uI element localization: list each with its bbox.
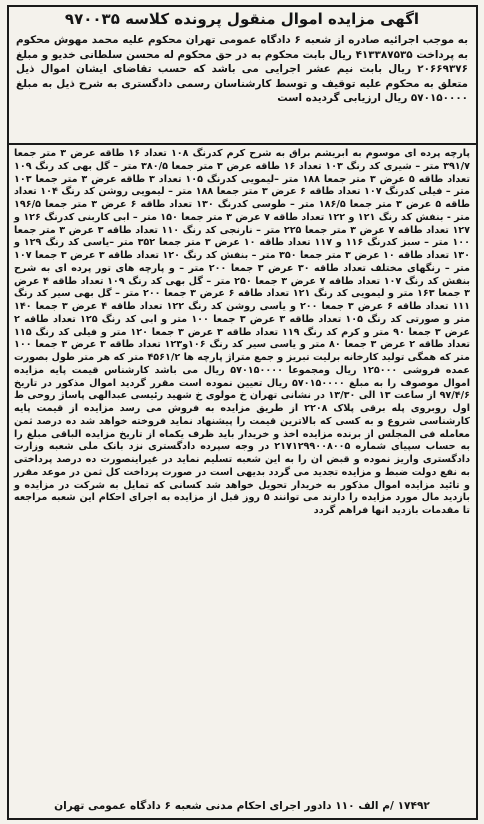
notice-intro-paragraph: به موجب اجرائیه صادره از شعبه ۶ دادگاه عمومی تهران محکوم علیه محمد مهوش محکوم به پرداخت ۴۱۳۳۸۷۵۳۵ ریال بابت محکوم به در حق محکوم له محسن سلطانی خدیو و مبلغ ۲۰۶۶۹۳۷۶ ریال بابت نیم عشر اجرایی می باشد که حسب تقاضای ایشان اموال ذیل متعلق به محکوم علیه توقیف و توسط کارشناسان رسمی دادگستری به شرح ذیل به مبلغ ۵۷۰۱۵۰۰۰۰ ریال ارزیابی گردیده است bbox=[16, 34, 469, 105]
section-divider bbox=[7, 143, 478, 145]
notice-title: اگهی مزایده اموال منقول پرونده کلاسه ۹۷۰۰۳۵ bbox=[64, 10, 420, 28]
notice-signature-line: ۱۷۴۹۲ /م الف ۱۱۰ دادور اجرای احکام مدنی شعبه ۶ دادگاه عمومی تهران bbox=[54, 800, 430, 812]
notice-body-paragraph: پارچه پرده ای موسوم به ابریشم براق به شرح کرم کدرنگ ۱۰۸ تعداد ۱۶ طاقه عرض ۳ متر جمعا ۳۹۱/۷ متر – شیری کد رنگ ۱۰۳ تعداد ۱۶ طاقه عرض ۳ متر جمعا ۳۸۰/۵ متر – گل بهی کد رنگ ۱۰۹ تعداد طاقه ۵ عرض ۳ متر جمعا ۱۸۸ متر –لیمویی کدرنگ ۱۰۵ تعداد ۳ طاقه عرض ۳ متر جمعا ۱۰۳ متر – فیلی کدرنگ ۱۰۷ تعداد طاقه ۶ عرض ۳ متر جمعا ۱۸۸ متر – لیمویی روشن کد رنگ ۱۰۴ تعداد طاقه ۵ عرض ۳ متر جمعا ۱۸۶/۵ متر – طوسی کدرنگ ۱۳۰ تعداد طاقه ۶ عرض ۳ متر جمعا ۱۹۶/۵ متر - بنفش کد رنگ ۱۲۱ و ۱۲۲ تعداد طاقه ۷ عرض ۳ متر جمعا ۱۵۰ متر – ابی کاربنی کدرنگ ۱۲۶ و ۱۲۷ تعداد طاقه ۷ عرض ۳ متر جمعا ۲۲۵ متر – نارنجی کد رنگ ۱۱۰ تعداد طاقه ۳ عرض ۳ متر جمعا ۱۰۰ متر – سبز کدرنگ ۱۱۶ و ۱۱۷ تعداد طاقه ۱۰ عرض ۳ متر جمعا ۳۵۲ متر –یاسی کد رنگ ۱۲۹ و ۱۳۰ تعداد طاقه ۱۰ عرض ۳ متر جمعا ۳۵۰ متر – بنفش کد رنگ ۱۲۰ تعداد طاقه ۳ عرض ۳ جمعا ۱۰۷ متر – رنگهای مختلف تعداد طاقه ۳۰ عرض ۳ جمعا ۲۰۰ متر – و پارچه های تور پرده ای به شرح بنفش کد رنگ ۱۰۷ تعداد طاقه ۷ عرض ۳ جمعا ۲۵۰ متر – گل بهی کد رنگ ۱۰۹ تعداد طاقه ۴ عرض ۳ جمعا ۱۶۳ متر و لیمویی کد رنگ ۱۲۱ تعداد طاقه ۶ عرض ۳ جمعا ۲۰۰ متر – گل بهی سیر کد رنگ ۱۱۱ تعداد طاقه ۶ عرض ۳ جمعا ۲۰۰ و یاسی روشن کد رنگ ۱۲۲ تعداد طاقه ۴ عرض ۳ جمعا ۱۴۰ متر و صورتی کد رنگ ۱۰۵ تعداد طاقه ۳ عرض ۳ جمعا ۱۰۰ متر و ابی کد رنگ ۱۲۵ تعداد طاقه ۲ عرض ۳ جمعا ۹۰ متر و کرم کد رنگ ۱۱۹ تعداد طاقه ۳ عرض ۳ جمعا ۱۲۰ متر و فیلی کد رنگ ۱۱۵ تعداد طاقه ۲ عرض ۳ جمعا ۸۰ متر و یاسی سیر کد رنگ ۱۰۶و۱۲۳ تعداد طاقه ۳ عرض ۳ جمعا ۱۰۰ متر که همگی تولید کارخانه برلیت تبریز و جمع متراژ پارچه ها ۴۵۶۱/۲ متر که هر متر طول بصورت عمده فروشی ۱۲۵۰۰۰ ریال ومجموعا ۵۷۰۱۵۰۰۰۰ ریال می باشد کارشناس قیمت پایه مزایده اموال موصوف را به مبلغ ۵۷۰۱۵۰۰۰۰ ریال تعیین نموده است مقرر گردید اموال مذکور در تاریخ ۹۷/۴/۶ از ساعت ۱۳ الی ۱۳/۳۰ در نشانی تهران خ مولوی خ شهید رئیسی عبدالهی پاساژ روحی ط اول روبروی پله برقی پلاک ۲۲۰۸ از طریق مزایده به فروش می رسد مزایده از قیمت پایه کارشناسی شروع و به کسی که بالاترین قیمت را پیشنهاد نماید فروخته خواهد شد ده درصد ثمن معامله فی المجلس از برنده مزایده اخذ و خریدار باید ظرف یکماه از تاریخ مزایده الباقی مبلغ را به حساب سپیای شماره ۲۱۷۱۲۹۹۰۰۸۰۰۵ در وجه سپرده دادگستری نزد بانک ملی شعبه وزارت دادگستری واریز نموده و قبض ان را به این شعبه تسلیم نماید در غیراینصورت ده درصد پرداختی به نفع دولت ضبط و مزایده تجدید می گردد بدیهی است در صورت پرداخت کل ثمن در موعد مقرر و تائید مزایده اموال مذکور به خریدار تحویل خواهد شد کسانی که تمایل به شرکت در مزایده و بازدید مال مورد مزایده را دارند می توانند ۵ روز قبل از مزایده به اجرای احکام این شعبه مراجعه تا مقدمات بازدید انها فراهم گردد bbox=[14, 148, 471, 516]
